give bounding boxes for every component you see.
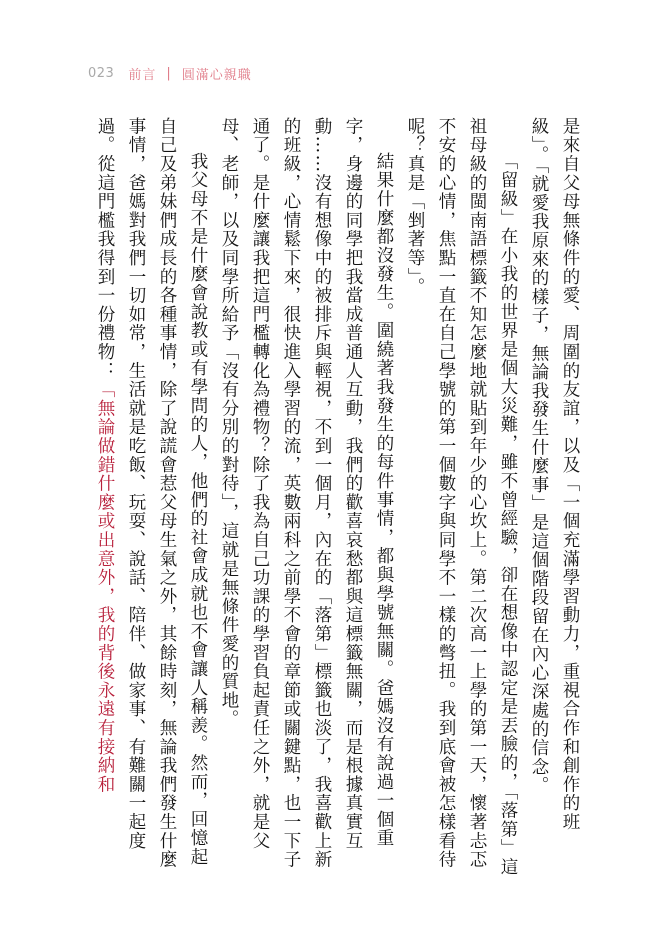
chapter-title: 圓滿心親職 bbox=[181, 67, 252, 83]
section-title: 前言 bbox=[128, 67, 157, 83]
page-number: 023 bbox=[88, 65, 115, 81]
paragraph: 結果什麼都沒發生。圍繞著我發生的每件事情，都與學號無關。爸媽沒有說過一個重字，身邊的同學把我當成普通人互動，我們的歡喜哀愁都與這標籤無關，而是根據真實互動……沒有想像中的被排斥與輕視，不到一個月，內在的「落第」標籤也淡了，我喜歡上新的班級，心情鬆下來，很快進入學習的流，英數兩科之前學不會的章節或關鍵點，也一下子通了。是什麼讓我把這門檻轉化為禮物？除了我為自己功課的學習負起責任之外，就是父母、老師，以及同學所給予「沒有分別的對待」，這就是無條件愛的質地。 bbox=[219, 117, 394, 869]
paragraph-text: 我父母不是什麼會說教或有學問的人，他們的社會成就也不會讓人稱羨。然而，回憶起自己及弟妹們成長的各種事情，除了說謊會惹父母生氣之外，其餘時刻，無論我們發生什麼事情，爸媽對我們一切如常，生活就是吃飯、玩耍、說話、陪伴、做家事、有難關一起度過。從這門檻我得到一份禮物： bbox=[95, 117, 208, 869]
highlighted-quote: 「無論做錯什麼或出意外，我的背後永遠有接納和 bbox=[95, 380, 115, 794]
header-separator: | bbox=[166, 65, 172, 81]
paragraph bbox=[89, 117, 213, 877]
paragraph: 「留級」在小我的世界是個大災難，雖不曾經驗，卻在想像中認定是丟臉的，「落第」這祖母級的閩南語標籤不知怎麼地就貼到年少的心坎上。第二次高一上學的第一天，懷著忐忑不安的心情，焦點一直在自己學號的第一個數字與同學不一樣的彆扭。我到底會被怎樣看待呢？真是「剉著等」。 bbox=[405, 117, 518, 877]
paragraph: 是來自父母無條件的愛、周圍的友誼，以及「一個充滿學習動力，重視合作和創作的班級」。「就愛我原來的樣子，無論我發生什麼事」是這個階段留在內心深處的信念。 bbox=[529, 117, 580, 832]
running-header bbox=[88, 63, 252, 83]
vertical-text-body bbox=[80, 117, 585, 877]
